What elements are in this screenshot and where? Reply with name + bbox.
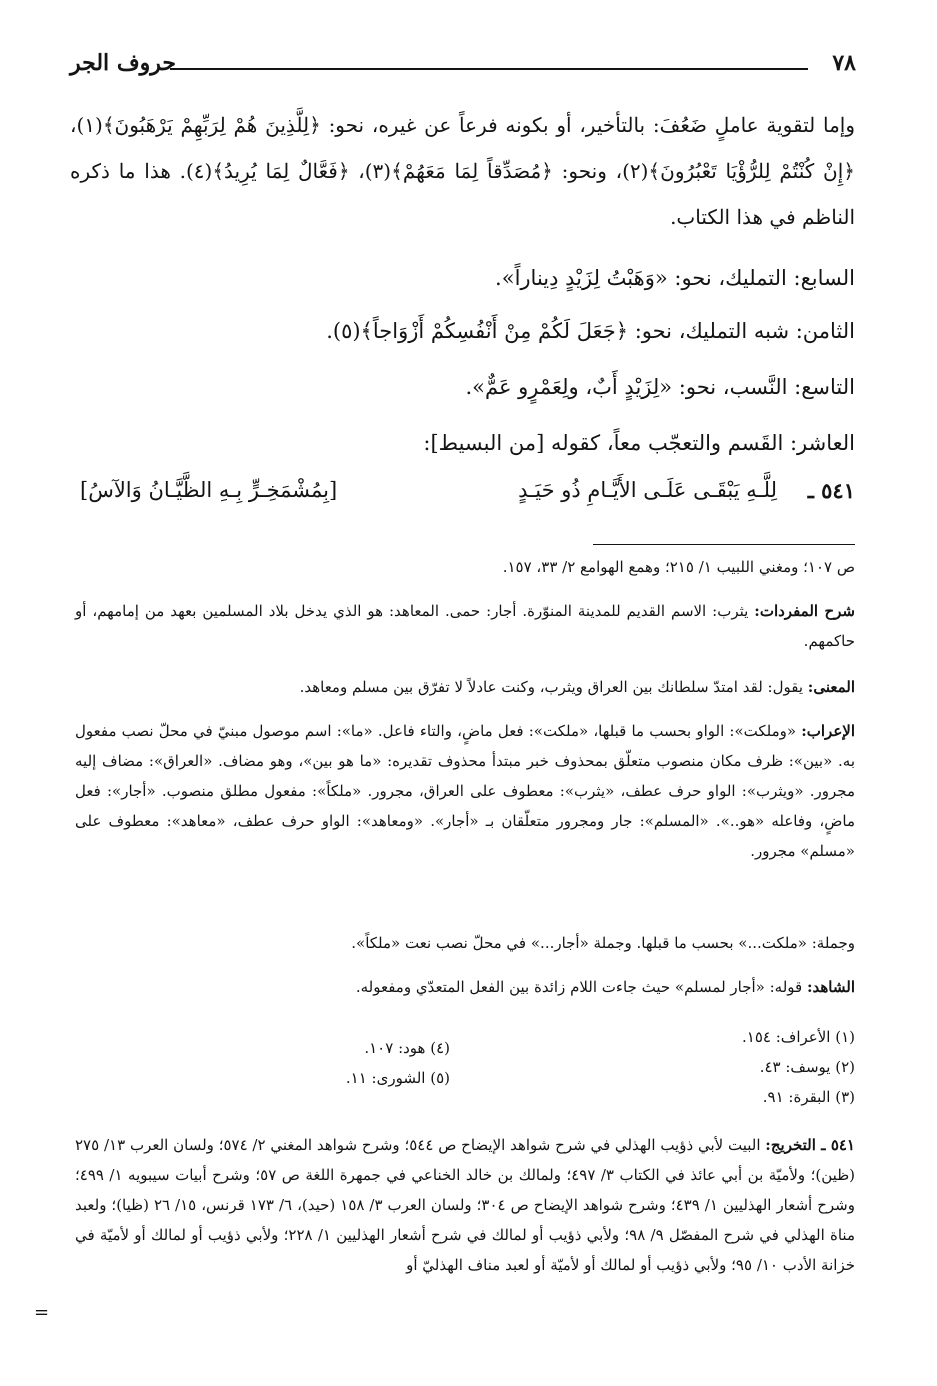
main-line-10: العاشر: القَسم والتعجّب معاً، كقوله [من البسيط]: — [423, 431, 855, 455]
reference-item: (١) الأعراف: ١٥٤. — [742, 1028, 855, 1046]
takhrij-text: البيت لأبي ذؤيب الهذلي في شرح شواهد الإيضاح ص ٥٤٤؛ وشرح شواهد المغني ٢/ ٥٧٤؛ ولسان العرب ١٣/ ٢٧٥ (ظين)؛ ولأميّة بن أبي عائذ في الكتاب ٣/ ٤٩٧؛ ولمالك بن خالد الخناعي في جمهرة اللغة ص ٥٧؛ وشرح أبيات سيبويه ١/ ٤٩٩؛ وشرح أشعار الهذليين ١/ ٤٣٩؛ وشرح شواهد الإيضاح ص ٣٠٤؛ ولسان العرب ٣/ ١٥٨ (حيد)، ٦/ ١٧٣ قرنس، ١٥/ ٢٦ (ظيا)؛ ولعبد مناة الهذلي في شرح المفصّل ٩/ ٩٨؛ ولأبي ذؤيب أو لمالك في شرح أشعار الهذليين ١/ ٢٢٨؛ ولأبي ذؤيب أو لمالك أو لأميّة في خزانة الأدب ١٠/ ٩٥؛ ولأبي ذؤيب أو لمالك أو لأميّة أو لعبد مناف الهذليّ أو — [75, 1136, 855, 1274]
takhrij-section — [75, 1130, 855, 1280]
references-column-2 — [346, 1033, 450, 1093]
witness-text: قوله: «أجار لمسلم» حيث جاءت اللام زائدة بين الفعل المتعدّي ومفعوله. — [355, 978, 803, 996]
main-line-8: الثامن: شبه التمليك، نحو: ﴿جَعَلَ لَكُمْ مِنْ أَنْفُسِكُمْ أَزْوَاجاً﴾(٥). — [326, 319, 855, 343]
footnote-carryover: ص ١٠٧؛ ومغني اللبيب ١/ ٢١٥؛ وهمع الهوامع ٢/ ٣٣، ١٥٧. — [502, 558, 855, 576]
main-line-9-wrap — [70, 364, 855, 410]
takhrij-label: ٥٤١ ـ التخريج: — [765, 1136, 855, 1154]
vocabulary-section — [75, 596, 855, 656]
reference-item: (٢) يوسف: ٤٣. — [759, 1058, 855, 1076]
main-line-7: السابع: التمليك، نحو: «وَهَبْتُ لِزَيْدٍ دِيناراً». — [495, 266, 855, 290]
footnote-separator — [593, 544, 855, 545]
witness-label: الشاهد: — [806, 978, 855, 996]
poetry-verse — [80, 478, 855, 522]
continuation-mark: = — [34, 1302, 50, 1323]
verse-number: ٥٤١ ـ — [807, 478, 855, 503]
quran-references — [75, 1022, 855, 1118]
verse-hemistich-2: [بِمُشْمَخِـرٍّ بِـهِ الظَّيَّـانُ وَالآسُ] — [80, 478, 338, 502]
parsing-section — [75, 716, 855, 866]
main-line-8-wrap — [70, 308, 855, 354]
reference-item: (٣) البقرة: ٩١. — [762, 1088, 855, 1106]
references-column-1 — [742, 1022, 855, 1112]
page-header — [70, 50, 856, 84]
reference-item: (٤) هود: ١٠٧. — [364, 1039, 450, 1057]
page-number: ٧٨ — [832, 50, 856, 76]
meaning-section — [75, 672, 855, 702]
running-title: حروف الجر — [70, 50, 176, 76]
reference-item: (٥) الشورى: ١١. — [345, 1069, 450, 1087]
header-rule — [170, 68, 808, 70]
parsing-label: الإعراب: — [801, 722, 855, 740]
meaning-label: المعنى: — [807, 678, 855, 696]
verse-hemistich-1: لِلَّـهِ يَبْقَـى عَلَـى الأَيَّـامِ ذُو حَيَـدٍ — [518, 478, 777, 502]
meaning-text: يقول: لقد امتدّ سلطانك بين العراق ويثرب، وكنت عادلاً لا تفرّق بين مسلم ومعاهد. — [299, 678, 803, 696]
main-line-9: التاسع: النَّسب، نحو: «لِزَيْدٍ أَبٌ، ولِعَمْرٍو عَمٌّ». — [465, 375, 855, 399]
vocabulary-label: شرح المفردات: — [754, 602, 855, 620]
main-line-7-wrap — [70, 255, 855, 301]
witness-section — [75, 972, 855, 1002]
main-paragraph-1: وإما لتقوية عاملٍ ضَعُفَ: بالتأخير، أو بكونه فرعاً عن غيره، نحو: ﴿لِلَّذِينَ هُمْ لِرَبِّهِمْ يَرْهَبُونَ﴾(١)، ﴿إِنْ كُنْتُمْ لِلرُّؤْيَا تَعْبُرُونَ﴾(٢)، ونحو: ﴿مُصَدِّقاً لِمَا مَعَهُمْ﴾(٣)، ﴿فَعَّالٌ لِمَا يُرِيدُ﴾(٤). هذا ما ذكره الناظم في هذا الكتاب. — [70, 113, 855, 229]
main-line-10-wrap — [70, 420, 855, 466]
sentences-section: وجملة: «ملكت...» بحسب ما قبلها. وجملة «أجار...» في محلّ نصب نعت «ملكاً». — [351, 934, 855, 952]
vocabulary-text: يثرب: الاسم القديم للمدينة المنوّرة. أجار: حمى. المعاهد: هو الذي يدخل بلاد المسلمين بعهد من إمامهم، أو حاكمهم. — [75, 602, 855, 650]
parsing-text: «وملكت»: الواو بحسب ما قبلها، «ملكت»: فعل ماضٍ، والتاء فاعل. «ما»: اسم موصول مبنيّ في محلّ نصب مفعول به. «بين»: ظرف مكان منصوب متعلّق بمحذوف خبر مبتدأ محذوف تقديره: «ما هو بين»، وهو مضاف. «العراق»: مضاف إليه مجرور. «ويثرب»: الواو حرف عطف، «يثرب»: معطوف على العراق، مجرور. «ملكاً»: مفعول مطلق منصوب. «أجار»: فعل ماضٍ، وفاعله «هو..». «المسلم»: جار ومجرور متعلّقان بـ «أجار». «ومعاهد»: الواو حرف عطف، «معاهد»: معطوف على «مسلم» مجرور. — [75, 722, 855, 860]
